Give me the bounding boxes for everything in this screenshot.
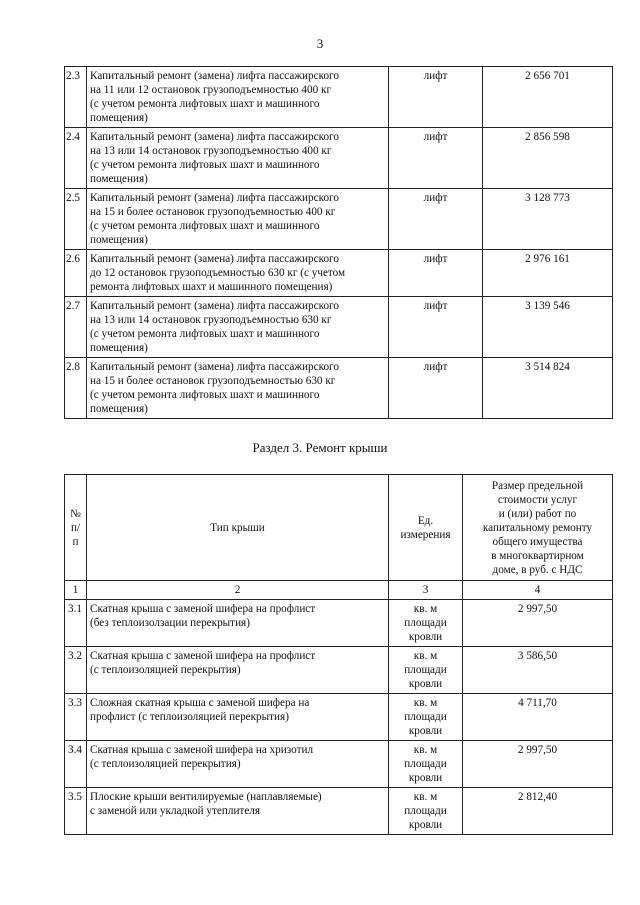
- row-description: [87, 297, 389, 358]
- description-line: Капитальный ремонт (замена) лифта пассажирского: [90, 192, 339, 204]
- unit-line: площади: [404, 758, 447, 770]
- table-row: [65, 788, 613, 835]
- row-cost: 3 514 824: [483, 358, 613, 419]
- row-number: 3.3: [65, 694, 87, 741]
- header-num-cell: [65, 475, 87, 581]
- description-line: на 13 или 14 остановок грузоподъемностью 630 кг: [90, 314, 332, 326]
- row-number: 2.7: [65, 297, 87, 358]
- unit-line: площади: [404, 664, 447, 676]
- unit-line: кв. м: [413, 697, 438, 709]
- row-number: 3.5: [65, 788, 87, 835]
- row-cost: 3 586,50: [463, 647, 613, 694]
- column-number: 2: [87, 581, 389, 600]
- row-unit: [389, 694, 463, 741]
- description-line: Капитальный ремонт (замена) лифта пассажирского: [90, 253, 339, 265]
- table-row: [65, 741, 613, 788]
- column-number: 3: [389, 581, 463, 600]
- row-number: 3.2: [65, 647, 87, 694]
- header-line: измерения: [400, 528, 451, 541]
- header-line: капитальному ремонту: [482, 521, 593, 534]
- row-unit: лифт: [389, 128, 483, 189]
- description-line: (с учетом ремонта лифтовых шахт и машинного: [90, 389, 320, 401]
- row-cost: 4 711,70: [463, 694, 613, 741]
- row-unit: лифт: [389, 189, 483, 250]
- row-unit: лифт: [389, 297, 483, 358]
- description-line: (с теплоизоляцией перекрытия): [90, 664, 241, 676]
- row-description: [87, 67, 389, 128]
- header-line: Размер предельной: [491, 479, 584, 492]
- row-number: 3.4: [65, 741, 87, 788]
- description-line: помещения): [90, 234, 148, 246]
- unit-line: кв. м: [413, 744, 438, 756]
- description-line: Скатная крыша с заменой шифера на профлист: [90, 603, 316, 615]
- description-line: Скатная крыша с заменой шифера на хризотил: [90, 744, 314, 756]
- description-line: ремонта лифтовых шахт и машинного помещения): [90, 281, 333, 293]
- header-unit-cell: [389, 475, 463, 581]
- description-line: на 11 или 12 остановок грузоподъемностью 400 кг: [90, 84, 332, 96]
- row-number: 2.3: [65, 67, 87, 128]
- description-line: Капитальный ремонт (замена) лифта пассажирского: [90, 300, 339, 312]
- header-type-cell: Тип крыши: [87, 475, 389, 581]
- unit-line: площади: [404, 711, 447, 723]
- row-unit: [389, 788, 463, 835]
- column-number-row: [65, 581, 613, 600]
- column-number: 4: [463, 581, 613, 600]
- unit-line: площади: [404, 617, 447, 629]
- description-line: помещения): [90, 173, 148, 185]
- description-line: помещения): [90, 403, 148, 415]
- row-unit: лифт: [389, 250, 483, 297]
- row-cost: 2 976 161: [483, 250, 613, 297]
- table-row: [65, 600, 613, 647]
- description-line: помещения): [90, 112, 148, 124]
- unit-line: кв. м: [413, 603, 438, 615]
- header-line: в многоквартирном: [491, 549, 584, 562]
- row-number: 2.8: [65, 358, 87, 419]
- table-row: [65, 128, 613, 189]
- unit-line: кровли: [408, 725, 443, 737]
- row-number: 2.4: [65, 128, 87, 189]
- unit-line: кв. м: [413, 650, 438, 662]
- table-row: [65, 297, 613, 358]
- row-description: [87, 128, 389, 189]
- header-cost-cell: [463, 475, 613, 581]
- header-line: стоимости услуг: [497, 493, 578, 506]
- table-row: [65, 647, 613, 694]
- header-line: и (или) работ по: [498, 507, 577, 520]
- row-number: 3.1: [65, 600, 87, 647]
- header-line: доме, в руб. с НДС: [492, 563, 583, 576]
- column-number: 1: [65, 581, 87, 600]
- unit-line: площади: [404, 805, 447, 817]
- table-row: [65, 250, 613, 297]
- unit-line: кв. м: [413, 791, 438, 803]
- row-cost: 2 997,50: [463, 741, 613, 788]
- row-number: 2.5: [65, 189, 87, 250]
- row-cost: 3 128 773: [483, 189, 613, 250]
- unit-line: кровли: [408, 772, 443, 784]
- row-unit: [389, 647, 463, 694]
- table-header-row: [65, 475, 613, 581]
- description-line: Сложная скатная крыша с заменой шифера на: [90, 697, 310, 709]
- row-description: [87, 647, 389, 694]
- header-line: Ед.: [417, 514, 434, 527]
- description-line: (с теплоизоляцией перекрытия): [90, 758, 241, 770]
- row-cost: 3 139 546: [483, 297, 613, 358]
- row-description: [87, 694, 389, 741]
- row-unit: [389, 741, 463, 788]
- row-description: [87, 189, 389, 250]
- description-line: помещения): [90, 342, 148, 354]
- unit-line: кровли: [408, 631, 443, 643]
- table-row: [65, 67, 613, 128]
- row-description: [87, 741, 389, 788]
- row-unit: лифт: [389, 67, 483, 128]
- row-cost: 2 997,50: [463, 600, 613, 647]
- row-description: [87, 788, 389, 835]
- description-line: Капитальный ремонт (замена) лифта пассажирского: [90, 131, 339, 143]
- table-row: [65, 358, 613, 419]
- row-cost: 2 812,40: [463, 788, 613, 835]
- description-line: Капитальный ремонт (замена) лифта пассажирского: [90, 361, 339, 373]
- row-description: [87, 250, 389, 297]
- description-line: (с учетом ремонта лифтовых шахт и машинного: [90, 159, 320, 171]
- header-line: общего имущества: [492, 535, 583, 548]
- row-number: 2.6: [65, 250, 87, 297]
- row-cost: 2 856 598: [483, 128, 613, 189]
- description-line: (без теплоизолзации перекрытия): [90, 617, 250, 629]
- unit-line: кровли: [408, 819, 443, 831]
- row-description: [87, 358, 389, 419]
- table-row: [65, 694, 613, 741]
- description-line: на 15 и более остановок грузоподъемностью 630 кг: [90, 375, 336, 387]
- section-heading: Раздел 3. Ремонт крыши: [252, 440, 388, 455]
- page-number: 3: [316, 36, 324, 51]
- description-line: профлист (с теплоизоляцией перекрытия): [90, 711, 289, 723]
- description-line: Скатная крыша с заменой шифера на профлист: [90, 650, 316, 662]
- table-row: [65, 189, 613, 250]
- description-line: Плоские крыши вентилируемые (наплавляемые): [90, 791, 322, 803]
- header-line: п/п: [70, 521, 81, 548]
- row-unit: лифт: [389, 358, 483, 419]
- description-line: Капитальный ремонт (замена) лифта пассажирского: [90, 70, 339, 82]
- description-line: (с учетом ремонта лифтовых шахт и машинного: [90, 328, 320, 340]
- unit-line: кровли: [408, 678, 443, 690]
- description-line: до 12 остановок грузоподъемностью 630 кг (с учетом: [90, 267, 346, 279]
- roof-repair-cost-table: [64, 474, 613, 835]
- header-line: №: [70, 507, 81, 520]
- elevator-cost-table: [64, 66, 613, 419]
- description-line: (с учетом ремонта лифтовых шахт и машинного: [90, 220, 320, 232]
- description-line: на 15 и более остановок грузоподъемностью 400 кг: [90, 206, 336, 218]
- row-cost: 2 656 701: [483, 67, 613, 128]
- description-line: на 13 или 14 остановок грузоподъемностью 400 кг: [90, 145, 332, 157]
- row-unit: [389, 600, 463, 647]
- row-description: [87, 600, 389, 647]
- description-line: (с учетом ремонта лифтовых шахт и машинного: [90, 98, 320, 110]
- description-line: с заменой или укладкой утеплителя: [90, 805, 261, 817]
